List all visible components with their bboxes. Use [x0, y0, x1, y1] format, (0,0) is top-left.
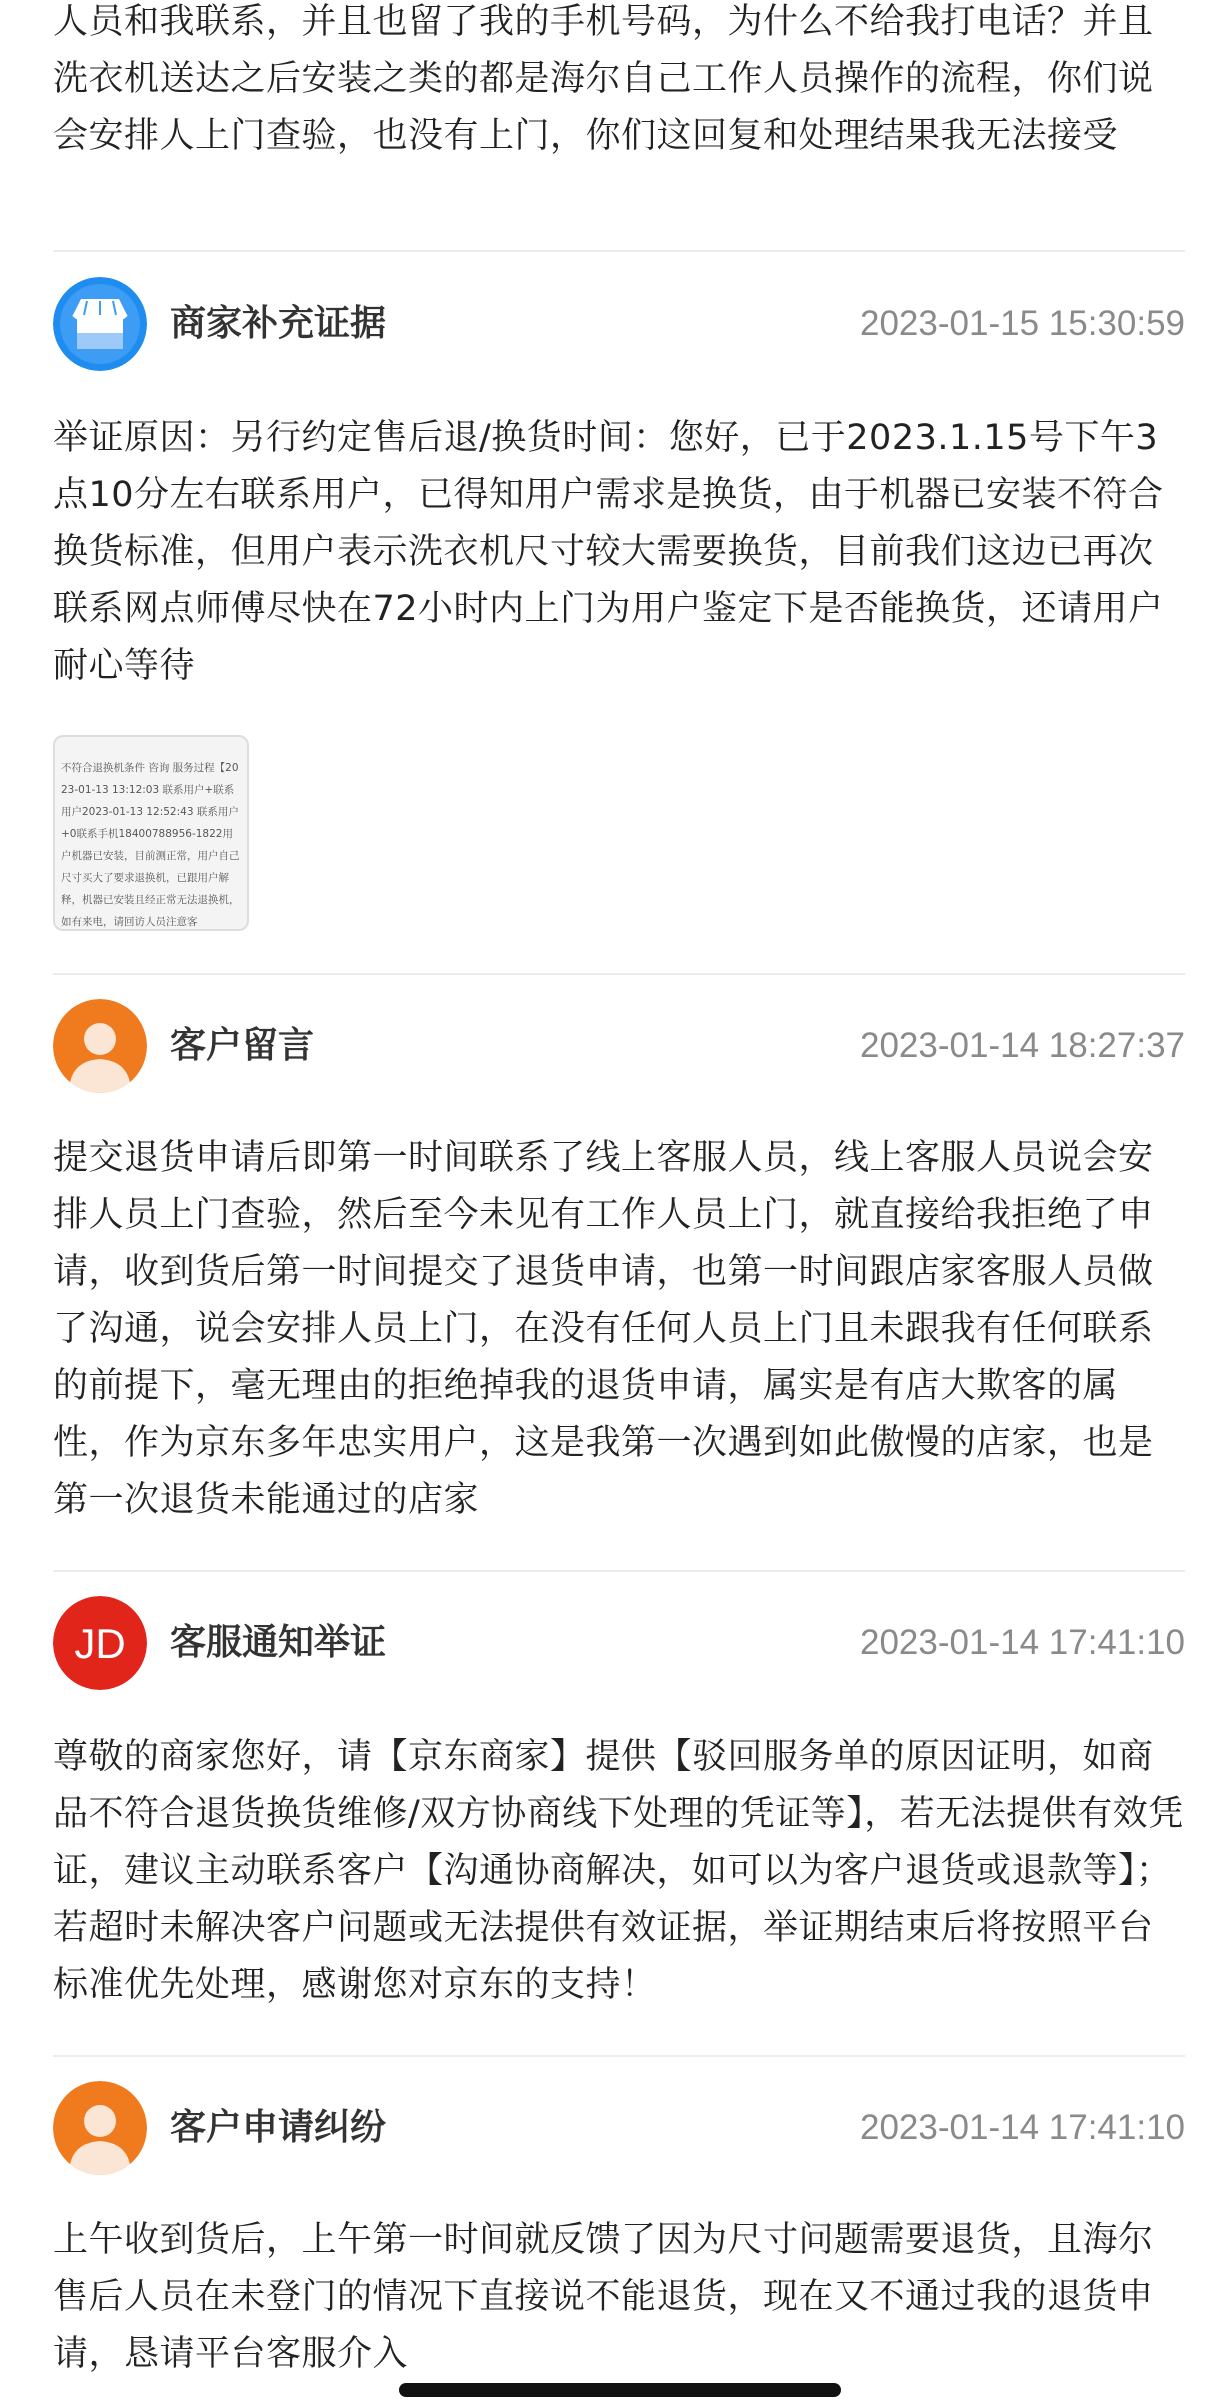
- divider: [53, 1570, 1185, 1572]
- divider: [53, 973, 1185, 975]
- entry-timestamp: 2023-01-15 15:30:59: [860, 304, 1185, 343]
- svg-text:JD: JD: [74, 1620, 126, 1667]
- entry-author: 客户申请纠纷: [170, 2107, 387, 2148]
- entry-header-customer-message: [53, 999, 1185, 1093]
- user-icon: [53, 999, 147, 1093]
- store-icon: [53, 277, 147, 371]
- previous-entry-content: 人员和我联系，并且也留了我的手机号码，为什么不给我打电话？并且洗衣机送达之后安装之类的都是海尔自己工作人员操作的流程，你们说会安排人上门查验，也没有上门，你们这回复和处理结果我无法接受: [53, 2, 1154, 156]
- divider: [53, 250, 1185, 252]
- entry-content: 上午收到货后，上午第一时间就反馈了因为尺寸问题需要退货，且海尔售后人员在未登门的情况下直接说不能退货，现在又不通过我的退货申请，恳请平台客服介入: [53, 2220, 1154, 2374]
- evidence-image-text: 不符合退换机条件 咨询 服务过程【2023-01-13 13:12:03 联系用户+联系用户2023-01-13 12:52:43 联系用户+0联系手机18400788956-1822用户机器已安装，目前测正常，用户自己尺寸买大了要求退换机，已跟用户解释，机器已安装且经正常无法退换机，如有来电，请回访人员注意客: [61, 762, 240, 928]
- entry-content: 尊敬的商家您好，请【京东商家】提供【驳回服务单的原因证明，如商品不符合退货换货维修/双方协商线下处理的凭证等】，若无法提供有效凭证，建议主动联系客户【沟通协商解决，如可以为客户退货或退款等】；若超时未解决客户问题或无法提供有效证据，举证期结束后将按照平台标准优先处理，感谢您对京东的支持！: [53, 1737, 1184, 2005]
- divider: [53, 2055, 1185, 2057]
- entry-timestamp: 2023-01-14 18:27:37: [860, 1026, 1185, 1065]
- entry-header-customer-dispute: [53, 2081, 1185, 2175]
- home-indicator[interactable]: [399, 2383, 841, 2397]
- user-icon: [53, 2081, 147, 2175]
- entry-author: 客户留言: [170, 1025, 315, 1066]
- entry-author: 商家补充证据: [170, 303, 387, 344]
- entry-author: 客服通知举证: [170, 1622, 387, 1663]
- entry-header-service-notice: [53, 1596, 1185, 1690]
- entry-timestamp: 2023-01-14 17:41:10: [860, 1623, 1185, 1662]
- entry-content: 举证原因：另行约定售后退/换货时间：您好，已于2023.1.15号下午3点10分左右联系用户，已得知用户需求是换货，由于机器已安装不符合换货标准，但用户表示洗衣机尺寸较大需要换货，目前我们这边已再次联系网点师傅尽快在72小时内上门为用户鉴定下是否能换货，还请用户耐心等待: [53, 418, 1164, 686]
- entry-header-merchant-evidence: [53, 277, 1185, 371]
- jd-logo-icon: [53, 1596, 147, 1690]
- entry-timestamp: 2023-01-14 17:41:10: [860, 2108, 1185, 2147]
- entry-content: 提交退货申请后即第一时间联系了线上客服人员，线上客服人员说会安排人员上门查验，然后至今未见有工作人员上门，就直接给我拒绝了申请，收到货后第一时间提交了退货申请，也第一时间跟店家客服人员做了沟通，说会安排人员上门，在没有任何人员上门且未跟我有任何联系的前提下，毫无理由的拒绝掉我的退货申请，属实是有店大欺客的属性，作为京东多年忠实用户，这是我第一次遇到如此傲慢的店家，也是第一次退货未能通过的店家: [53, 1138, 1154, 1520]
- evidence-image-thumbnail[interactable]: [53, 735, 249, 931]
